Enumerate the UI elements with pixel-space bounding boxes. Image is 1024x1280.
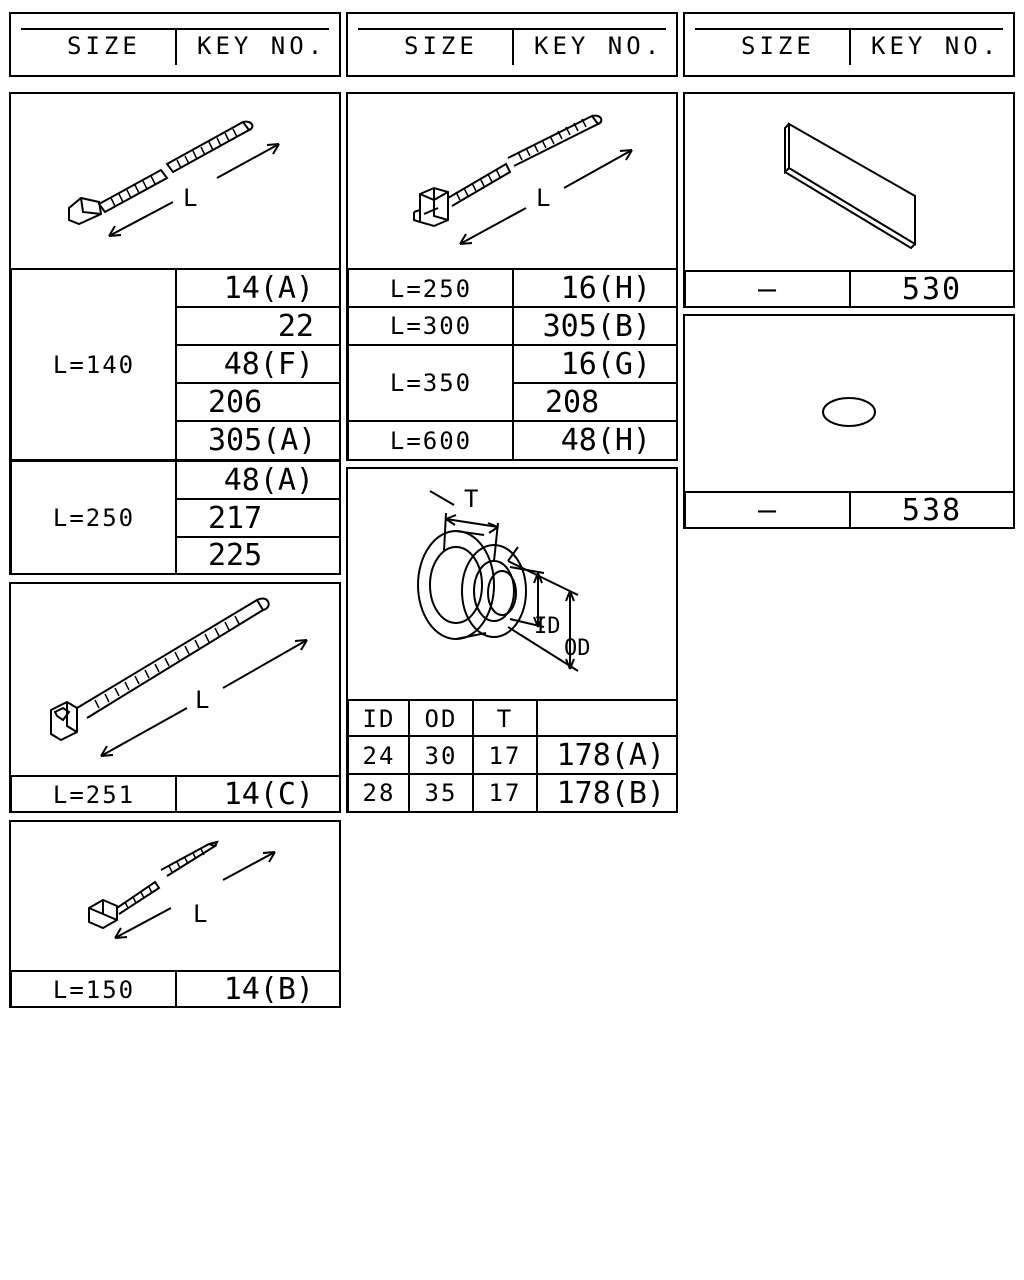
panel-cable-tie-b [9,820,341,1008]
size-cell: L=350 [348,344,514,422]
key-no-cell: 208 [512,382,678,422]
t-cell: 17 [472,773,538,813]
sheet-drawing [685,94,1015,270]
header-key-label: KEY NO. [197,32,327,60]
dim-label-od: OD [564,636,591,661]
header-col-3 [683,12,1015,77]
header-size-label: SIZE [404,32,478,60]
cable-tie-c-drawing [11,584,341,774]
header-size-label: SIZE [741,32,815,60]
size-cell: L=250 [11,460,177,574]
dim-label-t: T [464,485,479,513]
dim-label-l: L [536,184,551,212]
size-cell: L=600 [348,420,514,461]
od-cell: 30 [408,735,474,775]
size-cell: L=140 [11,268,177,460]
column-header-id: ID [348,699,410,737]
key-no-cell: 48(H) [512,420,678,461]
key-no-cell: 538 [849,491,1015,529]
dim-label-l: L [183,184,198,212]
key-no-cell: 14(B) [175,970,341,1008]
key-no-cell: 530 [849,270,1015,308]
header-col-2 [346,12,678,77]
ring-drawing [685,316,1015,492]
key-no-cell: 22 [175,306,341,346]
id-cell: 28 [348,773,410,813]
panel-sheet [683,92,1015,308]
size-cell: — [685,270,851,308]
panel-grommet [346,467,678,813]
id-cell: 24 [348,735,410,775]
column-header-od: OD [408,699,474,737]
key-no-cell: 206 [175,382,341,422]
key-no-cell: 178(B) [536,773,678,813]
key-no-cell: 48(A) [175,460,341,500]
header-size-label: SIZE [67,32,141,60]
panel-cable-tie-h [346,92,678,461]
header-key-label: KEY NO. [534,32,664,60]
key-no-cell: 16(G) [512,344,678,384]
cable-tie-h-drawing [348,94,678,270]
key-no-cell: 16(H) [512,268,678,308]
key-no-cell: 217 [175,498,341,538]
key-no-cell: 305(A) [175,420,341,460]
key-no-cell: 178(A) [536,735,678,775]
dim-label-id: ID [534,614,561,639]
panel-ring [683,314,1015,529]
dim-label-l: L [193,900,208,928]
size-cell: L=300 [348,306,514,346]
grommet-drawing [348,469,678,699]
size-cell: L=251 [11,775,177,813]
size-cell: L=150 [11,970,177,1008]
cable-tie-b-drawing [11,822,341,970]
size-cell: L=250 [348,268,514,308]
column-header-key [536,699,678,737]
key-no-cell: 225 [175,536,341,574]
key-no-cell: 305(B) [512,306,678,346]
size-cell: — [685,491,851,529]
t-cell: 17 [472,735,538,775]
column-header-t: T [472,699,538,737]
key-no-cell: 48(F) [175,344,341,384]
cable-tie-a-drawing [11,94,341,270]
key-no-cell: 14(A) [175,268,341,308]
dim-label-l: L [195,686,210,714]
panel-cable-tie-a [9,92,341,575]
key-no-cell: 14(C) [175,775,341,813]
header-col-1 [9,12,341,77]
header-key-label: KEY NO. [871,32,1001,60]
od-cell: 35 [408,773,474,813]
panel-cable-tie-c [9,582,341,813]
